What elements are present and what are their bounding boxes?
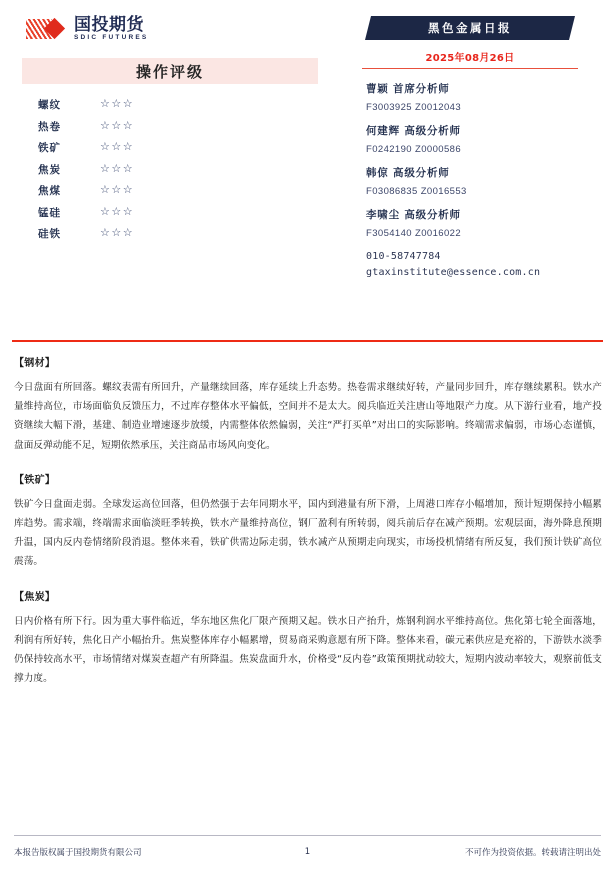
brand-name-en: SDIC FUTURES: [74, 33, 149, 41]
page-number: 1: [304, 847, 311, 857]
rating-commodity-name: 锰硅: [38, 206, 61, 219]
rating-stars-icon: ☆☆☆: [100, 119, 135, 132]
sdic-logo-icon: [26, 17, 70, 41]
report-header: [0, 0, 615, 283]
rating-stars-icon: ☆☆☆: [100, 227, 135, 240]
table-row: [38, 137, 346, 159]
analyst-license-code: F0242190 Z0000586: [366, 144, 462, 155]
rating-commodity-name: 焦炭: [38, 163, 61, 176]
header-divider: [12, 340, 603, 342]
rating-stars-icon: ☆☆☆: [100, 205, 135, 218]
analyst-name: 韩倞 高级分析师: [366, 167, 450, 179]
rating-stars-icon: ☆☆☆: [100, 141, 135, 154]
footer-divider: [14, 835, 601, 836]
report-content: [14, 354, 602, 704]
analyst-name: 李啸尘 高级分析师: [366, 209, 461, 221]
analyst-name: 何建辉 高级分析师: [366, 125, 461, 137]
section-coke: [14, 588, 602, 689]
rating-panel-title: 操作评级: [22, 58, 318, 84]
analyst-license-code: F3003925 Z0012043: [366, 102, 462, 113]
report-date: 2025年08月26日: [425, 53, 515, 64]
rating-commodity-name: 热卷: [38, 120, 61, 133]
rating-stars-icon: ☆☆☆: [100, 184, 135, 197]
contact-block: [362, 251, 599, 278]
rating-commodity-name: 铁矿: [38, 142, 61, 155]
analyst-name: 曹颖 首席分析师: [366, 83, 450, 95]
rating-commodity-name: 硅铁: [38, 228, 61, 241]
contact-phone: 010-58747784: [366, 251, 441, 262]
footer-disclaimer: 不可作为投资依据。转载请注明出处: [464, 848, 601, 858]
table-row: [38, 159, 346, 181]
header-right-column: [346, 14, 599, 283]
table-row: [38, 180, 346, 202]
section-steel: [14, 354, 602, 455]
report-title: 黑色金属日报: [428, 21, 512, 35]
table-row: [38, 202, 346, 224]
date-underline: [362, 68, 578, 69]
footer-copyright: 本报告版权属于国投期货有限公司: [14, 848, 142, 858]
section-body: 铁矿今日盘面走弱。全球发运高位回落，但仍然强于去年同期水平，国内到港量有所下滑，上周港口库存小幅增加，预计短期保持小幅累库趋势。需求端，终端需求面临淡旺季转换，铁水产量维持高位，钢厂盈利有所转弱，阅兵前后存在减产预期。宏观层面，海外降息预期升温，国内反内卷情绪阶段消退。整体来看，铁矿供需边际走弱，铁水减产从预期走向现实，市场投机情绪有所反复，我们预计铁矿高位震荡。: [14, 498, 602, 568]
analyst-license-code: F3054140 Z0016022: [366, 228, 462, 239]
section-body: 日内价格有所下行。因为重大事件临近，华东地区焦化厂限产预期又起。铁水日产抬升，炼钢利润水平维持高位。焦化第七轮全面落地，利润有所好转，焦化日产小幅抬升。焦炭整体库存小幅累增，贸易商采购意愿有所下降。整体来看，碳元素供应是充裕的，下游铁水淡季仍保持较高水平，市场情绪对煤炭查超产有所降温。焦炭盘面升水，价格受“反内卷”政策预期扰动较大，短期内波动率较大，观察前低支撑力度。: [14, 615, 602, 685]
rating-stars-icon: ☆☆☆: [100, 98, 135, 111]
table-row: [38, 116, 346, 138]
section-title: 【钢材】: [14, 358, 56, 369]
section-title: 【焦炭】: [14, 591, 56, 603]
table-row: [38, 94, 346, 116]
brand-logo: [16, 14, 346, 44]
report-title-banner: [365, 16, 575, 40]
section-body: 今日盘面有所回落。螺纹表需有所回升，产量继续回落，库存延续上升态势。热卷需求继续好转，产量同步回升，库存继续累积。铁水产量维持高位，市场面临负反馈压力，不过库存整体水平偏低，空间并不是太大。阅兵临近关注唐山等地限产力度。从下游行业看，地产投资继续大幅下滑，基建、制造业增速逐步放缓，内需整体依然偏弱，关注“严打买单”对出口的实际影响。终端需求偏弱，市场心态谨慎，盘面反弹动能不足，短期依然承压，关注商品市场风向变化。: [14, 382, 602, 451]
brand-name-cn: 国投期货: [74, 14, 144, 35]
analyst-list: [362, 81, 599, 239]
section-iron-ore: [14, 471, 602, 572]
brand-logo-text: [74, 14, 149, 42]
rating-commodity-name: 螺纹: [38, 99, 61, 112]
table-row: [38, 223, 346, 245]
rating-stars-icon: ☆☆☆: [100, 162, 135, 175]
analyst-license-code: F03086835 Z0016553: [366, 186, 467, 197]
rating-table: [38, 94, 346, 245]
contact-email[interactable]: gtaxinstitute@essence.com.cn: [366, 267, 541, 278]
rating-commodity-name: 焦煤: [38, 185, 61, 198]
page-footer: [14, 846, 601, 858]
section-title: 【铁矿】: [14, 474, 56, 486]
header-left-column: [16, 14, 346, 283]
